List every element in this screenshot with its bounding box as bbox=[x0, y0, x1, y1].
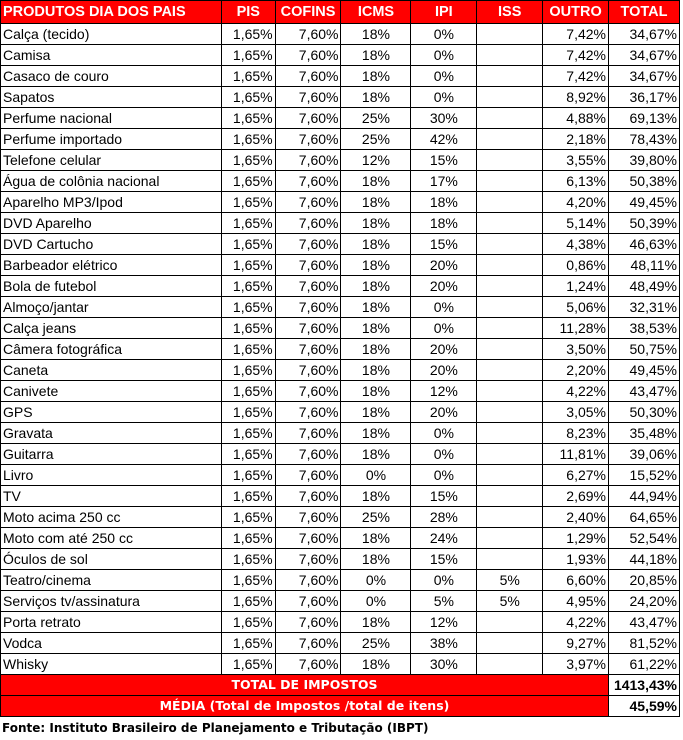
cell-total: 44,18% bbox=[608, 549, 679, 570]
cell-total: 81,52% bbox=[608, 633, 679, 654]
cell-pis: 1,65% bbox=[221, 129, 275, 150]
cell-ipi: 15% bbox=[411, 150, 477, 171]
cell-icms: 18% bbox=[341, 339, 411, 360]
cell-iss bbox=[477, 276, 543, 297]
cell-iss bbox=[477, 402, 543, 423]
average-value: 45,59% bbox=[608, 696, 679, 717]
table-row bbox=[1, 486, 680, 507]
cell-icms: 0% bbox=[341, 465, 411, 486]
cell-pis: 1,65% bbox=[221, 255, 275, 276]
cell-pis: 1,65% bbox=[221, 87, 275, 108]
cell-product: Serviços tv/assinatura bbox=[1, 591, 222, 612]
cell-ipi: 0% bbox=[411, 45, 477, 66]
cell-ipi: 17% bbox=[411, 171, 477, 192]
table-row bbox=[1, 150, 680, 171]
cell-icms: 18% bbox=[341, 24, 411, 45]
cell-iss bbox=[477, 192, 543, 213]
cell-pis: 1,65% bbox=[221, 507, 275, 528]
cell-total: 35,48% bbox=[608, 423, 679, 444]
cell-cofins: 7,60% bbox=[275, 423, 341, 444]
cell-ipi: 30% bbox=[411, 654, 477, 675]
cell-total: 20,85% bbox=[608, 570, 679, 591]
cell-icms: 18% bbox=[341, 45, 411, 66]
cell-iss bbox=[477, 381, 543, 402]
table-row bbox=[1, 465, 680, 486]
cell-icms: 25% bbox=[341, 507, 411, 528]
cell-iss bbox=[477, 297, 543, 318]
cell-product: Calça (tecido) bbox=[1, 24, 222, 45]
cell-outro: 3,97% bbox=[543, 654, 609, 675]
cell-product: Casaco de couro bbox=[1, 66, 222, 87]
cell-pis: 1,65% bbox=[221, 633, 275, 654]
cell-product: Guitarra bbox=[1, 444, 222, 465]
cell-icms: 18% bbox=[341, 171, 411, 192]
cell-iss bbox=[477, 486, 543, 507]
cell-cofins: 7,60% bbox=[275, 402, 341, 423]
table-row bbox=[1, 255, 680, 276]
cell-ipi: 0% bbox=[411, 66, 477, 87]
cell-iss bbox=[477, 171, 543, 192]
cell-product: DVD Cartucho bbox=[1, 234, 222, 255]
table-row bbox=[1, 633, 680, 654]
cell-iss: 5% bbox=[477, 591, 543, 612]
source-note: Fonte: Instituto Brasileiro de Planejamento e Tributação (IBPT) bbox=[2, 721, 429, 735]
table-row bbox=[1, 87, 680, 108]
cell-cofins: 7,60% bbox=[275, 87, 341, 108]
cell-outro: 6,13% bbox=[543, 171, 609, 192]
cell-ipi: 42% bbox=[411, 129, 477, 150]
cell-icms: 18% bbox=[341, 528, 411, 549]
cell-iss bbox=[477, 654, 543, 675]
cell-cofins: 7,60% bbox=[275, 171, 341, 192]
cell-ipi: 15% bbox=[411, 234, 477, 255]
cell-pis: 1,65% bbox=[221, 612, 275, 633]
cell-outro: 1,93% bbox=[543, 549, 609, 570]
cell-outro: 2,40% bbox=[543, 507, 609, 528]
table-row bbox=[1, 129, 680, 150]
table-row bbox=[1, 549, 680, 570]
column-header-icms: ICMS bbox=[341, 1, 411, 24]
cell-ipi: 0% bbox=[411, 465, 477, 486]
cell-product: Caneta bbox=[1, 360, 222, 381]
cell-ipi: 0% bbox=[411, 24, 477, 45]
cell-ipi: 18% bbox=[411, 213, 477, 234]
cell-iss bbox=[477, 423, 543, 444]
cell-cofins: 7,60% bbox=[275, 276, 341, 297]
cell-pis: 1,65% bbox=[221, 528, 275, 549]
cell-pis: 1,65% bbox=[221, 339, 275, 360]
cell-icms: 18% bbox=[341, 66, 411, 87]
cell-outro: 4,20% bbox=[543, 192, 609, 213]
cell-ipi: 0% bbox=[411, 423, 477, 444]
cell-cofins: 7,60% bbox=[275, 297, 341, 318]
cell-cofins: 7,60% bbox=[275, 129, 341, 150]
cell-outro: 3,50% bbox=[543, 339, 609, 360]
table-row bbox=[1, 591, 680, 612]
cell-pis: 1,65% bbox=[221, 192, 275, 213]
cell-cofins: 7,60% bbox=[275, 465, 341, 486]
header-row bbox=[1, 1, 680, 24]
cell-pis: 1,65% bbox=[221, 591, 275, 612]
table-summary bbox=[1, 675, 680, 717]
cell-cofins: 7,60% bbox=[275, 192, 341, 213]
cell-product: Telefone celular bbox=[1, 150, 222, 171]
cell-cofins: 7,60% bbox=[275, 213, 341, 234]
cell-product: Whisky bbox=[1, 654, 222, 675]
cell-outro: 4,88% bbox=[543, 108, 609, 129]
cell-cofins: 7,60% bbox=[275, 234, 341, 255]
cell-product: Gravata bbox=[1, 423, 222, 444]
cell-product: Calça jeans bbox=[1, 318, 222, 339]
cell-cofins: 7,60% bbox=[275, 507, 341, 528]
cell-cofins: 7,60% bbox=[275, 381, 341, 402]
cell-icms: 18% bbox=[341, 213, 411, 234]
average-row bbox=[1, 696, 680, 717]
cell-total: 34,67% bbox=[608, 24, 679, 45]
table-row bbox=[1, 24, 680, 45]
cell-pis: 1,65% bbox=[221, 423, 275, 444]
cell-outro: 4,22% bbox=[543, 381, 609, 402]
cell-total: 32,31% bbox=[608, 297, 679, 318]
cell-outro: 7,42% bbox=[543, 24, 609, 45]
table-row bbox=[1, 339, 680, 360]
cell-outro: 3,55% bbox=[543, 150, 609, 171]
cell-cofins: 7,60% bbox=[275, 360, 341, 381]
cell-cofins: 7,60% bbox=[275, 612, 341, 633]
cell-icms: 25% bbox=[341, 108, 411, 129]
cell-total: 69,13% bbox=[608, 108, 679, 129]
cell-outro: 6,27% bbox=[543, 465, 609, 486]
cell-iss bbox=[477, 129, 543, 150]
table-row bbox=[1, 318, 680, 339]
cell-ipi: 20% bbox=[411, 339, 477, 360]
cell-icms: 18% bbox=[341, 654, 411, 675]
cell-cofins: 7,60% bbox=[275, 654, 341, 675]
cell-outro: 3,05% bbox=[543, 402, 609, 423]
cell-outro: 5,14% bbox=[543, 213, 609, 234]
cell-total: 48,11% bbox=[608, 255, 679, 276]
cell-iss bbox=[477, 549, 543, 570]
cell-product: Moto com até 250 cc bbox=[1, 528, 222, 549]
cell-icms: 0% bbox=[341, 591, 411, 612]
cell-pis: 1,65% bbox=[221, 381, 275, 402]
cell-pis: 1,65% bbox=[221, 486, 275, 507]
cell-icms: 25% bbox=[341, 633, 411, 654]
average-label: MÉDIA (Total de Impostos /total de itens) bbox=[1, 696, 609, 717]
column-header-iss: ISS bbox=[477, 1, 543, 24]
cell-iss bbox=[477, 213, 543, 234]
cell-outro: 5,06% bbox=[543, 297, 609, 318]
cell-ipi: 38% bbox=[411, 633, 477, 654]
cell-cofins: 7,60% bbox=[275, 339, 341, 360]
cell-icms: 18% bbox=[341, 402, 411, 423]
cell-total: 61,22% bbox=[608, 654, 679, 675]
column-header-ipi: IPI bbox=[411, 1, 477, 24]
cell-product: Óculos de sol bbox=[1, 549, 222, 570]
table-row bbox=[1, 192, 680, 213]
table-body bbox=[1, 24, 680, 675]
cell-total: 52,54% bbox=[608, 528, 679, 549]
total-row bbox=[1, 675, 680, 696]
cell-ipi: 0% bbox=[411, 318, 477, 339]
cell-cofins: 7,60% bbox=[275, 45, 341, 66]
cell-ipi: 0% bbox=[411, 570, 477, 591]
cell-iss bbox=[477, 24, 543, 45]
cell-iss bbox=[477, 360, 543, 381]
cell-ipi: 0% bbox=[411, 444, 477, 465]
cell-total: 50,38% bbox=[608, 171, 679, 192]
cell-ipi: 20% bbox=[411, 276, 477, 297]
cell-iss bbox=[477, 66, 543, 87]
cell-iss bbox=[477, 444, 543, 465]
table-row bbox=[1, 402, 680, 423]
cell-icms: 18% bbox=[341, 612, 411, 633]
column-header-total: TOTAL bbox=[608, 1, 679, 24]
cell-outro: 9,27% bbox=[543, 633, 609, 654]
cell-pis: 1,65% bbox=[221, 360, 275, 381]
cell-pis: 1,65% bbox=[221, 150, 275, 171]
cell-product: Bola de futebol bbox=[1, 276, 222, 297]
cell-product: Porta retrato bbox=[1, 612, 222, 633]
cell-ipi: 28% bbox=[411, 507, 477, 528]
cell-outro: 2,18% bbox=[543, 129, 609, 150]
cell-cofins: 7,60% bbox=[275, 108, 341, 129]
cell-total: 78,43% bbox=[608, 129, 679, 150]
cell-product: Canivete bbox=[1, 381, 222, 402]
table-row bbox=[1, 45, 680, 66]
cell-ipi: 12% bbox=[411, 381, 477, 402]
cell-total: 44,94% bbox=[608, 486, 679, 507]
cell-iss bbox=[477, 528, 543, 549]
cell-ipi: 15% bbox=[411, 549, 477, 570]
cell-product: GPS bbox=[1, 402, 222, 423]
table-row bbox=[1, 423, 680, 444]
cell-icms: 18% bbox=[341, 255, 411, 276]
table-row bbox=[1, 276, 680, 297]
cell-icms: 18% bbox=[341, 318, 411, 339]
table-row bbox=[1, 171, 680, 192]
cell-pis: 1,65% bbox=[221, 444, 275, 465]
cell-product: Aparelho MP3/Ipod bbox=[1, 192, 222, 213]
cell-icms: 25% bbox=[341, 129, 411, 150]
cell-cofins: 7,60% bbox=[275, 528, 341, 549]
cell-product: TV bbox=[1, 486, 222, 507]
cell-icms: 18% bbox=[341, 444, 411, 465]
cell-total: 46,63% bbox=[608, 234, 679, 255]
total-label: TOTAL DE IMPOSTOS bbox=[1, 675, 609, 696]
cell-product: Vodca bbox=[1, 633, 222, 654]
cell-outro: 11,81% bbox=[543, 444, 609, 465]
table-row bbox=[1, 570, 680, 591]
column-header-pis: PIS bbox=[221, 1, 275, 24]
cell-cofins: 7,60% bbox=[275, 318, 341, 339]
cell-outro: 6,60% bbox=[543, 570, 609, 591]
table-row bbox=[1, 654, 680, 675]
cell-total: 50,39% bbox=[608, 213, 679, 234]
cell-product: Água de colônia nacional bbox=[1, 171, 222, 192]
cell-iss bbox=[477, 465, 543, 486]
cell-cofins: 7,60% bbox=[275, 486, 341, 507]
cell-total: 49,45% bbox=[608, 360, 679, 381]
cell-outro: 1,29% bbox=[543, 528, 609, 549]
cell-total: 43,47% bbox=[608, 612, 679, 633]
cell-product: Moto acima 250 cc bbox=[1, 507, 222, 528]
cell-total: 39,06% bbox=[608, 444, 679, 465]
table-row bbox=[1, 381, 680, 402]
cell-icms: 18% bbox=[341, 234, 411, 255]
cell-total: 50,30% bbox=[608, 402, 679, 423]
cell-pis: 1,65% bbox=[221, 234, 275, 255]
cell-outro: 4,95% bbox=[543, 591, 609, 612]
cell-pis: 1,65% bbox=[221, 570, 275, 591]
cell-outro: 0,86% bbox=[543, 255, 609, 276]
cell-iss bbox=[477, 612, 543, 633]
cell-ipi: 20% bbox=[411, 402, 477, 423]
table-header bbox=[1, 1, 680, 24]
cell-iss bbox=[477, 339, 543, 360]
cell-total: 39,80% bbox=[608, 150, 679, 171]
cell-ipi: 18% bbox=[411, 192, 477, 213]
cell-cofins: 7,60% bbox=[275, 66, 341, 87]
cell-icms: 18% bbox=[341, 192, 411, 213]
cell-iss bbox=[477, 150, 543, 171]
table-row bbox=[1, 444, 680, 465]
cell-iss bbox=[477, 87, 543, 108]
cell-ipi: 0% bbox=[411, 87, 477, 108]
cell-icms: 12% bbox=[341, 150, 411, 171]
table-row bbox=[1, 234, 680, 255]
table-row bbox=[1, 528, 680, 549]
cell-total: 49,45% bbox=[608, 192, 679, 213]
cell-ipi: 20% bbox=[411, 255, 477, 276]
cell-cofins: 7,60% bbox=[275, 633, 341, 654]
table-row bbox=[1, 108, 680, 129]
cell-pis: 1,65% bbox=[221, 654, 275, 675]
cell-ipi: 15% bbox=[411, 486, 477, 507]
total-value: 1413,43% bbox=[608, 675, 679, 696]
cell-iss: 5% bbox=[477, 570, 543, 591]
cell-pis: 1,65% bbox=[221, 549, 275, 570]
cell-ipi: 0% bbox=[411, 297, 477, 318]
cell-outro: 4,38% bbox=[543, 234, 609, 255]
cell-outro: 8,23% bbox=[543, 423, 609, 444]
cell-product: DVD Aparelho bbox=[1, 213, 222, 234]
cell-outro: 2,20% bbox=[543, 360, 609, 381]
cell-iss bbox=[477, 318, 543, 339]
column-header-cofins: COFINS bbox=[275, 1, 341, 24]
cell-pis: 1,65% bbox=[221, 171, 275, 192]
cell-cofins: 7,60% bbox=[275, 24, 341, 45]
column-header-outro: OUTRO bbox=[543, 1, 609, 24]
cell-ipi: 30% bbox=[411, 108, 477, 129]
cell-cofins: 7,60% bbox=[275, 255, 341, 276]
cell-pis: 1,65% bbox=[221, 213, 275, 234]
cell-outro: 1,24% bbox=[543, 276, 609, 297]
cell-pis: 1,65% bbox=[221, 402, 275, 423]
cell-ipi: 24% bbox=[411, 528, 477, 549]
cell-outro: 2,69% bbox=[543, 486, 609, 507]
table-row bbox=[1, 360, 680, 381]
cell-icms: 18% bbox=[341, 276, 411, 297]
cell-total: 36,17% bbox=[608, 87, 679, 108]
cell-outro: 7,42% bbox=[543, 66, 609, 87]
cell-product: Perfume nacional bbox=[1, 108, 222, 129]
cell-product: Livro bbox=[1, 465, 222, 486]
cell-iss bbox=[477, 108, 543, 129]
cell-cofins: 7,60% bbox=[275, 150, 341, 171]
cell-iss bbox=[477, 507, 543, 528]
cell-product: Barbeador elétrico bbox=[1, 255, 222, 276]
cell-pis: 1,65% bbox=[221, 465, 275, 486]
cell-cofins: 7,60% bbox=[275, 444, 341, 465]
cell-product: Camisa bbox=[1, 45, 222, 66]
column-header-product: PRODUTOS DIA DOS PAIS bbox=[1, 1, 222, 24]
cell-ipi: 20% bbox=[411, 360, 477, 381]
cell-product: Teatro/cinema bbox=[1, 570, 222, 591]
cell-total: 48,49% bbox=[608, 276, 679, 297]
cell-iss bbox=[477, 45, 543, 66]
table-row bbox=[1, 297, 680, 318]
cell-total: 38,53% bbox=[608, 318, 679, 339]
cell-icms: 18% bbox=[341, 549, 411, 570]
cell-outro: 7,42% bbox=[543, 45, 609, 66]
cell-pis: 1,65% bbox=[221, 297, 275, 318]
cell-ipi: 12% bbox=[411, 612, 477, 633]
cell-total: 15,52% bbox=[608, 465, 679, 486]
cell-icms: 0% bbox=[341, 570, 411, 591]
cell-pis: 1,65% bbox=[221, 45, 275, 66]
cell-product: Sapatos bbox=[1, 87, 222, 108]
cell-pis: 1,65% bbox=[221, 276, 275, 297]
cell-total: 50,75% bbox=[608, 339, 679, 360]
cell-cofins: 7,60% bbox=[275, 591, 341, 612]
cell-total: 34,67% bbox=[608, 45, 679, 66]
cell-product: Câmera fotográfica bbox=[1, 339, 222, 360]
cell-iss bbox=[477, 234, 543, 255]
cell-icms: 18% bbox=[341, 297, 411, 318]
table-row bbox=[1, 612, 680, 633]
table-row bbox=[1, 213, 680, 234]
cell-cofins: 7,60% bbox=[275, 549, 341, 570]
cell-total: 34,67% bbox=[608, 66, 679, 87]
cell-pis: 1,65% bbox=[221, 318, 275, 339]
cell-total: 24,20% bbox=[608, 591, 679, 612]
cell-outro: 11,28% bbox=[543, 318, 609, 339]
cell-outro: 8,92% bbox=[543, 87, 609, 108]
cell-iss bbox=[477, 255, 543, 276]
cell-total: 43,47% bbox=[608, 381, 679, 402]
table-row bbox=[1, 66, 680, 87]
cell-icms: 18% bbox=[341, 381, 411, 402]
cell-total: 64,65% bbox=[608, 507, 679, 528]
cell-cofins: 7,60% bbox=[275, 570, 341, 591]
cell-icms: 18% bbox=[341, 87, 411, 108]
cell-product: Almoço/jantar bbox=[1, 297, 222, 318]
cell-pis: 1,65% bbox=[221, 108, 275, 129]
cell-pis: 1,65% bbox=[221, 66, 275, 87]
cell-iss bbox=[477, 633, 543, 654]
cell-outro: 4,22% bbox=[543, 612, 609, 633]
cell-ipi: 5% bbox=[411, 591, 477, 612]
cell-icms: 18% bbox=[341, 423, 411, 444]
table-row bbox=[1, 507, 680, 528]
cell-icms: 18% bbox=[341, 486, 411, 507]
cell-pis: 1,65% bbox=[221, 24, 275, 45]
cell-product: Perfume importado bbox=[1, 129, 222, 150]
cell-icms: 18% bbox=[341, 360, 411, 381]
